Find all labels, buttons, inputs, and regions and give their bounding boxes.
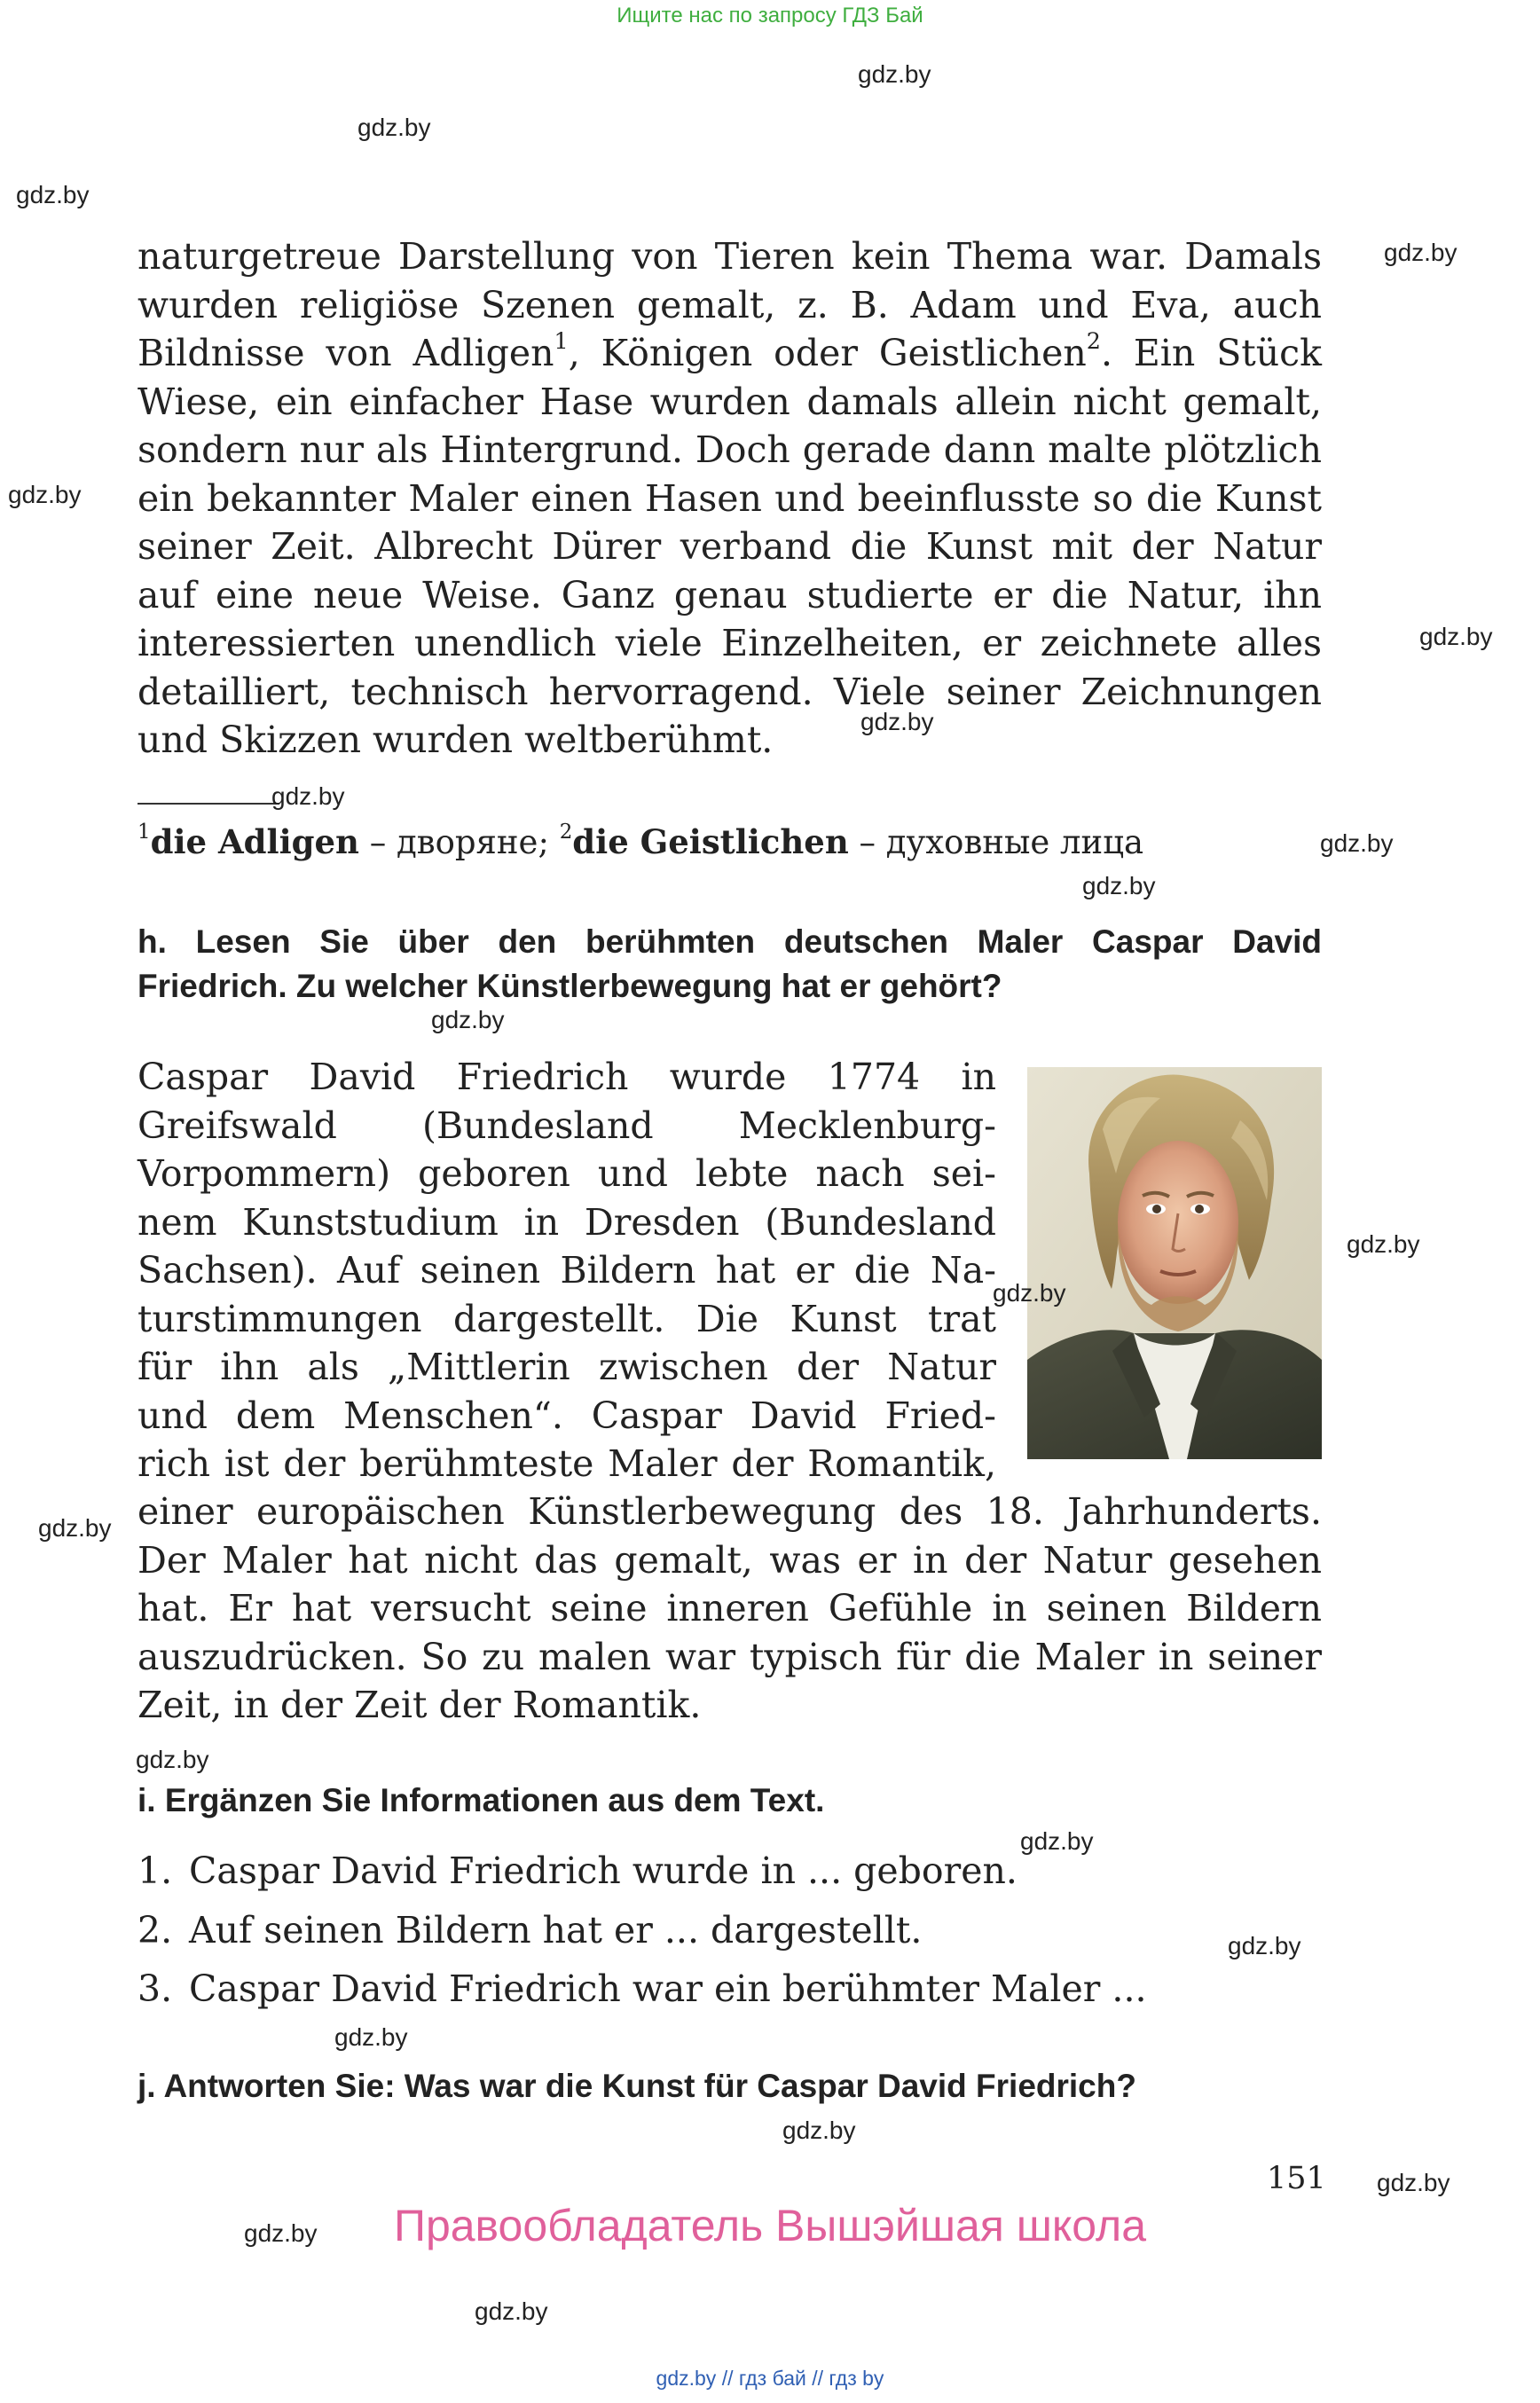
text-line: turstimmungen dargestellt. Die Kunst trat: [138, 1297, 996, 1340]
text-line: interessierten unendlich viele Einzelheiten, er zeichnete alles: [138, 622, 1322, 664]
text-line: Vorpommern) geboren und lebte nach sei-: [138, 1152, 996, 1195]
watermark: gdz.by: [271, 782, 345, 810]
task-h-heading: h. Lesen Sie über den berühmten deutschen Maler Caspar David Friedrich. Zu welcher Künstlerbewegung hat er gehört?: [138, 923, 1322, 1004]
watermark: gdz.by: [1320, 829, 1394, 857]
text-line: Zeit, in der Zeit der Romantik.: [138, 1684, 702, 1726]
list-item: 3. Caspar David Friedrich war ein berühmter Maler ...: [138, 1967, 1147, 2010]
watermark: gdz.by: [136, 1746, 209, 1773]
footer-links[interactable]: gdz.by // гдз бай // гдз by: [656, 2367, 884, 2390]
watermark: gdz.by: [1020, 1827, 1094, 1855]
text-line: Caspar David Friedrich wurde 1774 in: [138, 1056, 996, 1098]
copyright-notice: Правообладатель Вышэйшая школа: [394, 2201, 1146, 2250]
watermark: gdz.by: [993, 1279, 1066, 1307]
text-line: auf eine neue Weise. Ganz genau studierte er die Natur, ihn: [138, 573, 1322, 616]
watermark: gdz.by: [1347, 1230, 1420, 1258]
watermark: gdz.by: [475, 2297, 548, 2325]
watermark: gdz.by: [244, 2219, 318, 2247]
list-item: 2. Auf seinen Bildern hat er ... dargestellt.: [138, 1909, 923, 1951]
text-line: und dem Menschen“. Caspar David Fried-: [138, 1394, 996, 1437]
watermark: gdz.by: [860, 708, 934, 735]
footnote-marker: 2: [1086, 326, 1101, 354]
text-line: naturgetreue Darstellung von Tieren kein Thema war. Damals: [138, 235, 1322, 278]
text-line: wurden religiöse Szenen gemalt, z. B. Adam und Eva, auch: [138, 283, 1322, 326]
footnote: $^1$die Adligen – дворяне; $^2$die Geistlichen – духовные лица: [138, 820, 1144, 861]
watermark: gdz.by: [782, 2116, 856, 2144]
text-line: für ihn als „Mittlerin zwischen der Natur: [138, 1346, 996, 1388]
footnote-divider: [138, 803, 279, 805]
watermark: gdz.by: [1228, 1932, 1301, 1959]
paragraph-friedrich: [138, 1053, 996, 1488]
text-line: Sachsen). Auf seinen Bildern hat er die Na-: [138, 1249, 996, 1292]
task-j-heading: j. Antworten Sie: Was war die Kunst für Caspar David Friedrich?: [138, 2068, 1136, 2104]
text-line: ein bekannter Maler einen Hasen und beeinflusste so die Kunst: [138, 476, 1322, 520]
watermark: gdz.by: [38, 1514, 112, 1542]
text-line: rich ist der berühmteste Maler der Romantik,: [138, 1442, 996, 1485]
watermark: gdz.by: [16, 181, 90, 208]
paragraph-friedrich-cont: [138, 1488, 1322, 1730]
text-line: seiner Zeit. Albrecht Dürer verband die Kunst mit der Natur: [138, 525, 1322, 568]
friedrich-portrait: [1027, 1067, 1322, 1459]
text-line: detailliert, technisch hervorragend. Viele seiner Zeichnungen: [138, 670, 1322, 713]
watermark: gdz.by: [858, 60, 931, 88]
watermark: gdz.by: [431, 1006, 505, 1033]
text-line: sondern nur als Hintergrund. Doch gerade dann malte plötzlich: [138, 428, 1322, 471]
list-item: 1. Caspar David Friedrich wurde in ... geboren.: [138, 1849, 1018, 1892]
top-promo-banner[interactable]: Ищите нас по запросу ГДЗ Бай: [617, 4, 923, 27]
watermark: gdz.by: [8, 481, 82, 508]
text-line: einer europäischen Künstlerbewegung des 18. Jahrhunderts.: [138, 1490, 1322, 1533]
page-number: 151: [1267, 2161, 1326, 2196]
text-line: Wiese, ein einfacher Hase wurden damals allein nicht gemalt,: [138, 380, 1322, 423]
task-i-heading: i. Ergänzen Sie Informationen aus dem Text.: [138, 1782, 825, 1818]
paragraph-intro: [138, 232, 1322, 765]
footnote-marker: 1: [554, 326, 569, 354]
text-line: Der Maler hat nicht das gemalt, was er in der Natur gesehen: [138, 1538, 1322, 1582]
watermark: gdz.by: [358, 114, 431, 141]
text-line: Bildnisse von Adligen$^1$, Königen oder Geistlichen$^2$. Ein Stück: [138, 326, 1322, 374]
watermark: gdz.by: [334, 2023, 408, 2051]
watermark: gdz.by: [1384, 239, 1458, 266]
watermark: gdz.by: [1419, 623, 1493, 650]
watermark: gdz.by: [1377, 2169, 1450, 2196]
text-line: Greifswald (Bundesland Mecklenburg-: [138, 1103, 996, 1147]
text-line: und Skizzen wurden weltberühmt.: [138, 719, 774, 761]
text-line: nem Kunststudium in Dresden (Bundesland: [138, 1200, 996, 1244]
watermark: gdz.by: [1082, 872, 1156, 899]
text-line: auszudrücken. So zu malen war typisch für die Maler in seiner: [138, 1635, 1322, 1678]
text-line: hat. Er hat versucht seine inneren Gefühle in seinen Bildern: [138, 1587, 1322, 1629]
